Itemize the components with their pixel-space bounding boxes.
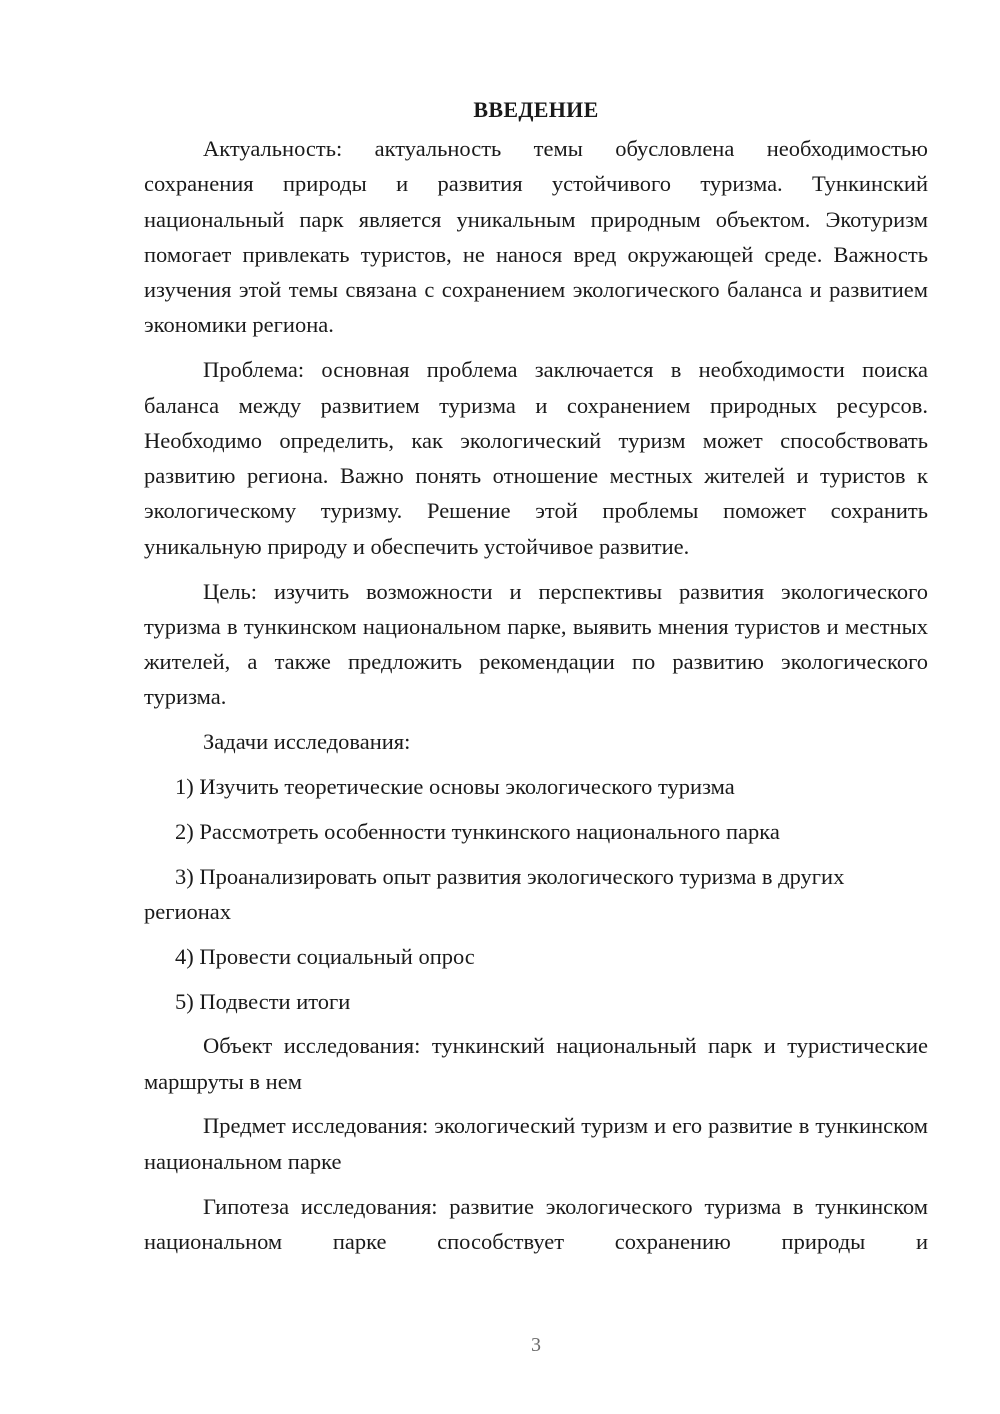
task-item: 4) Провести социальный опрос — [175, 943, 475, 969]
hypothesis-paragraph: Гипотеза исследования: развитие экологического туризма в тункинском национальном парке способствует сохранению природы и — [144, 1193, 928, 1254]
tasks-heading: Задачи исследования: — [203, 729, 411, 755]
page-number: 3 — [531, 1334, 541, 1356]
document-page — [144, 92, 928, 1269]
relevance-paragraph: Актуальность: актуальность темы обусловлена необходимостью сохранения природы и развития устойчивого туризма. Тункинский национальный парк является уникальным природным объектом. Экотуризм помогает привлекать туристов, не нанося вред окружающей среде. Важность изучения этой темы связана с сохранением экологического баланса и развитием экономики региона. — [144, 136, 928, 338]
task-item: 1) Изучить теоретические основы экологического туризма — [175, 774, 735, 800]
problem-paragraph: Проблема: основная проблема заключается в необходимости поиска баланса между развитием туризма и сохранением природных ресурсов. Необходимо определить, как экологический туризм может способствовать развитию региона. Важно понять отношение местных жителей и туристов к экологическому туризму. Решение этой проблемы поможет сохранить уникальную природу и обеспечить устойчивое развитие. — [144, 357, 928, 559]
subject-paragraph: Предмет исследования: экологический туризм и его развитие в тункинском национальном парке — [144, 1113, 928, 1174]
object-paragraph: Объект исследования: тункинский национальный парк и туристические маршруты в нем — [144, 1033, 928, 1094]
task-item: 5) Подвести итоги — [175, 988, 351, 1014]
page-title: ВВЕДЕНИЕ — [473, 97, 599, 122]
goal-paragraph: Цель: изучить возможности и перспективы развития экологического туризма в тункинском национальном парке, выявить мнения туристов и местных жителей, а также предложить рекомендации по развитию экологического туризма. — [144, 578, 928, 710]
task-item: 3) Проанализировать опыт развития экологического туризма в других регионах — [144, 863, 845, 924]
task-item: 2) Рассмотреть особенности тункинского национального парка — [175, 818, 780, 844]
